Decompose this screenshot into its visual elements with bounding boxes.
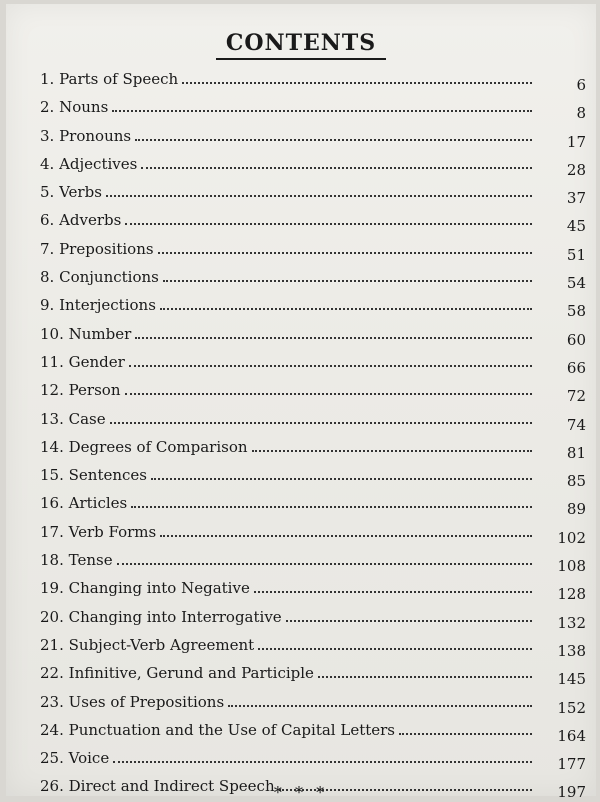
toc-entry-number: 3. (40, 126, 55, 145)
toc-entry-label: Conjunctions (59, 268, 159, 287)
toc-page-number: 8 (576, 104, 586, 123)
toc-entry-label: Prepositions (59, 239, 154, 258)
toc-entry-text (40, 579, 250, 597)
toc-entry-label: Voice (68, 749, 110, 768)
toc-entry-label: Nouns (59, 98, 109, 117)
toc-page-number: 72 (566, 387, 586, 406)
toc-entry-label: Changing into Negative (68, 579, 250, 598)
toc-entry-number: 22. (40, 664, 64, 683)
toc-entry-number: 2. (40, 98, 55, 117)
toc-page-number: 177 (557, 755, 586, 774)
toc-page-number: 45 (566, 217, 586, 236)
toc-leader-dots (399, 729, 532, 735)
toc-entry (40, 321, 590, 349)
toc-entry-text (40, 183, 102, 201)
toc-entry-label: Adverbs (59, 211, 122, 230)
toc-entry (40, 123, 590, 151)
toc-entry-text (40, 608, 282, 626)
toc-entry-label: Case (68, 409, 106, 428)
toc-page-number: 37 (566, 189, 586, 208)
toc-entry (40, 377, 590, 405)
toc-entry (40, 236, 590, 264)
toc-page-number: 66 (566, 358, 586, 377)
toc-entry (40, 490, 590, 518)
toc-entry-label: Verbs (59, 183, 102, 202)
toc-entry-label: Uses of Prepositions (68, 692, 225, 711)
toc-entry-number: 8. (40, 268, 55, 287)
title-wrap (6, 26, 596, 60)
book-page (6, 4, 596, 802)
toc-entry-label: Pronouns (59, 126, 132, 145)
toc-entry-text (40, 438, 248, 456)
toc-leader-dots (129, 361, 532, 367)
toc-leader-dots (135, 135, 532, 141)
toc-entry-number: 12. (40, 381, 64, 400)
toc-entry-text (40, 636, 254, 654)
toc-entry (40, 547, 590, 575)
toc-entry-text (40, 551, 113, 569)
toc-entry-number: 5. (40, 183, 55, 202)
toc-entry (40, 575, 590, 603)
toc-entry-number: 6. (40, 211, 55, 230)
toc-page-number: 145 (557, 670, 586, 689)
toc-entry-label: Infinitive, Gerund and Participle (68, 664, 314, 683)
toc-page-number: 51 (566, 245, 586, 264)
toc-page-number: 108 (557, 557, 586, 576)
toc-entry (40, 604, 590, 632)
toc-page-number: 58 (566, 302, 586, 321)
toc-page-number: 89 (566, 500, 586, 519)
toc-entry-number: 13. (40, 409, 64, 428)
toc-leader-dots (163, 276, 532, 282)
toc-entry-label: Number (68, 324, 132, 343)
toc-page-number: 138 (557, 641, 586, 660)
toc-leader-dots (110, 418, 532, 424)
toc-entry-text (40, 693, 224, 711)
toc-entry-text (40, 155, 137, 173)
toc-page-number: 85 (566, 472, 586, 491)
toc-leader-dots (131, 502, 532, 508)
toc-entry-label: Punctuation and the Use of Capital Letters (68, 720, 396, 739)
toc-entry-label: Tense (68, 551, 113, 570)
toc-leader-dots (254, 587, 532, 593)
toc-leader-dots (125, 219, 532, 225)
toc-entry (40, 632, 590, 660)
toc-entry (40, 745, 590, 773)
toc-entry-text (40, 296, 156, 314)
toc-page-number: 152 (557, 698, 586, 717)
toc-leader-dots (182, 78, 532, 84)
toc-leader-dots (135, 333, 532, 339)
toc-entry-label: Interjections (59, 296, 156, 315)
toc-entry (40, 94, 590, 122)
toc-entry (40, 207, 590, 235)
toc-leader-dots (117, 559, 532, 565)
toc-leader-dots (252, 446, 532, 452)
toc-entry-number: 17. (40, 522, 64, 541)
toc-entry-number: 1. (40, 70, 55, 88)
toc-entry-label: Degrees of Comparison (68, 437, 248, 456)
toc-entry-number: 16. (40, 494, 64, 513)
toc-entry (40, 292, 590, 320)
toc-entry-label: Articles (68, 494, 128, 513)
toc-entry-text (40, 466, 147, 484)
toc-entry-label: Person (68, 381, 121, 400)
toc-entry-number: 14. (40, 437, 64, 456)
toc-leader-dots (125, 389, 533, 395)
toc-leader-dots (258, 644, 532, 650)
toc-entry-text (40, 353, 125, 371)
toc-entry (40, 264, 590, 292)
toc-entry-number: 7. (40, 239, 55, 258)
toc-leader-dots (286, 616, 532, 622)
toc-entry-number: 23. (40, 692, 64, 711)
toc-list (40, 66, 590, 802)
toc-entry-number: 21. (40, 635, 64, 654)
toc-entry-number: 20. (40, 607, 64, 626)
toc-leader-dots (141, 163, 532, 169)
toc-entry-number: 10. (40, 324, 64, 343)
toc-page-number: 17 (566, 132, 586, 151)
toc-leader-dots (112, 106, 532, 112)
contents-title: CONTENTS (216, 26, 386, 60)
toc-page-number: 60 (566, 330, 586, 349)
toc-entry (40, 179, 590, 207)
toc-entry-number: 24. (40, 720, 64, 739)
toc-page-number: 6 (576, 76, 586, 94)
toc-entry-label: Changing into Interrogative (68, 607, 282, 626)
toc-page-number: 102 (557, 528, 586, 547)
toc-entry (40, 689, 590, 717)
toc-entry-text (40, 494, 127, 512)
toc-entry-text (40, 749, 109, 767)
toc-entry-number: 25. (40, 749, 64, 768)
toc-entry-label: Gender (68, 352, 125, 371)
toc-entry-number: 19. (40, 579, 64, 598)
toc-leader-dots (158, 248, 532, 254)
toc-entry (40, 660, 590, 688)
toc-leader-dots (160, 304, 532, 310)
toc-leader-dots (160, 531, 532, 537)
toc-entry-label: Parts of Speech (59, 70, 179, 88)
toc-entry-text (40, 240, 154, 258)
toc-page-number: 74 (566, 415, 586, 434)
toc-leader-dots (318, 672, 532, 678)
toc-entry (40, 66, 590, 94)
toc-entry (40, 349, 590, 377)
toc-leader-dots (106, 191, 532, 197)
toc-entry (40, 717, 590, 745)
toc-page-number: 81 (566, 443, 586, 462)
toc-page-number: 128 (557, 585, 586, 604)
toc-leader-dots (228, 701, 532, 707)
toc-entry-text (40, 127, 131, 145)
toc-entry-text (40, 268, 159, 286)
toc-entry (40, 434, 590, 462)
toc-entry (40, 462, 590, 490)
toc-entry-label: Subject-Verb Agreement (68, 635, 255, 654)
toc-entry-label: Verb Forms (68, 522, 157, 541)
toc-entry-label: Sentences (68, 466, 147, 485)
toc-entry-text (40, 523, 156, 541)
toc-entry-number: 18. (40, 551, 64, 570)
toc-entry-text (40, 325, 131, 343)
toc-leader-dots (151, 474, 532, 480)
toc-entry-number: 9. (40, 296, 55, 315)
toc-entry-text (40, 381, 121, 399)
toc-entry (40, 406, 590, 434)
toc-entry-text (40, 721, 395, 739)
toc-entry-number: 26. (40, 777, 64, 796)
toc-entry (40, 519, 590, 547)
toc-entry-text (40, 664, 314, 682)
toc-page-number: 28 (566, 160, 586, 179)
toc-entry-number: 11. (40, 352, 64, 371)
toc-page-number: 164 (557, 726, 586, 745)
toc-entry-number: 15. (40, 466, 64, 485)
toc-leader-dots (113, 757, 532, 763)
toc-entry (40, 151, 590, 179)
toc-entry-label: Direct and Indirect Speech (68, 777, 275, 796)
footer-asterisks: * * * (273, 783, 329, 802)
toc-entry-text (40, 410, 106, 428)
toc-entry-text (40, 70, 178, 88)
toc-entry-text (40, 211, 121, 229)
toc-page-number: 197 (557, 783, 586, 802)
toc-entry-label: Adjectives (59, 154, 138, 173)
toc-page-number: 54 (566, 274, 586, 293)
toc-entry-number: 4. (40, 154, 55, 173)
toc-entry-text (40, 98, 108, 116)
toc-page-number: 132 (557, 613, 586, 632)
